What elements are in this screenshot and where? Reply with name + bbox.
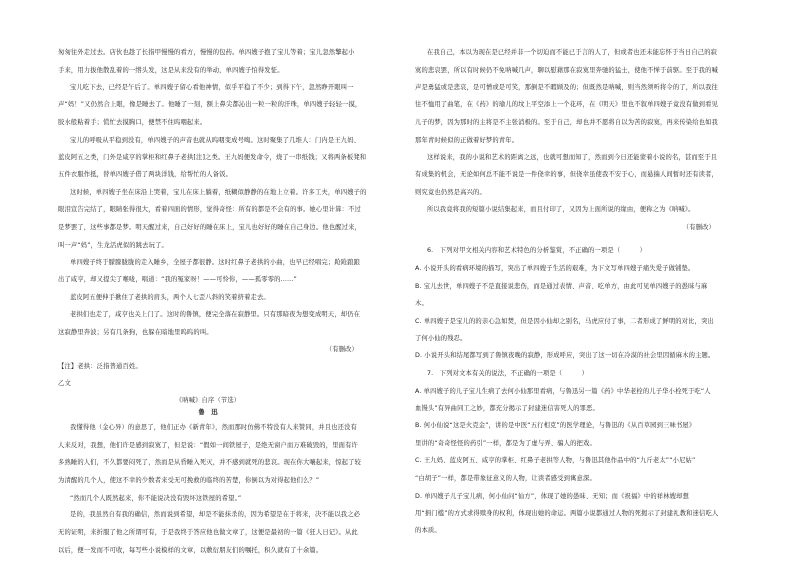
- question-option: B. 何小仙说“这是火克金”，讲的是中医“五行相克”的医学理论，与鲁迅的《从百草园到三味书屋》: [415, 422, 696, 429]
- passage-line: 眼泪宣告完结了，眼睛张得很大，看着四面的情形，觉得奇怪：所有的都是不会有的事。她心里计算：不过: [58, 206, 362, 213]
- passage-line: 为清醒的几个人，使这不幸的少数者来受无可挽救的临终的苦楚，你倒以为对得起他们么？”: [58, 477, 320, 484]
- passage-line: 多熟睡的人们，不久都要闷死了，然而是从昏睡入死灭，并不感到就死的悲哀。现在你大嚷起来，惊起了较: [58, 459, 362, 466]
- work-title: 《呐喊》自序（节选）: [175, 397, 241, 404]
- passage-line: 寞的悲哀罢，所以有时候仍不免呐喊几声，聊以慰藉那在寂寞里奔驰的猛士，使他不惮于前驱。至于我的喊: [415, 67, 719, 74]
- passage-line: 这寂静里奔波；另有几条狗，也躲在暗地里呜呜的叫。: [58, 329, 213, 336]
- question-option: D. 单四嫂子儿子宝儿病，何小仙问“仙方”，体现了她的愚昧、无知；而《祝福》中的祥林嫂却想: [415, 493, 690, 500]
- passage-line: 出了咸亨，却又提尖了喉咙，唱道：“我的冤家呀！——可怜你，——孤零零的……”: [58, 276, 297, 283]
- question-option: 木。: [415, 300, 428, 307]
- question-stem: 7. 下列对文本有关的说法，不正确的一项是（ ）: [427, 370, 589, 377]
- section-label: 乙文: [58, 380, 71, 387]
- question-option: C. 王九妈、蓝皮阿五、咸亨的掌柜、红鼻子老拱等人物，与鲁迅其他作品中的“九斤老太”“小尼姑”: [415, 457, 696, 464]
- passage-line: 这样说来，我的小说和艺术的距离之远，也就可想而知了，然而到今日还能蒙着小说的名，甚而至于且: [427, 154, 718, 161]
- passage-line: 人来反对，我想，他们许是感到寂寞了，但是说：“假如一间铁屋子，是绝无窗户而万难破毁的，里面有许: [58, 442, 358, 449]
- passage-line: 蓝皮阿五之类，门外是咸亨的掌柜和红鼻子老拱[注]之类。王九妈便发命令，烧了一串纸钱；又将两条板凳和: [58, 154, 367, 161]
- question-option: “白胡子”一样，都是带象征意义的人物，让读者感受到寓意深。: [415, 475, 596, 482]
- passage-line: 在我自己，本以为现在是已经并非一个切迫而不能已于言的人了，但或者也还未能忘怀于当日自己的寂: [427, 49, 718, 56]
- passage-line: “然而几个人既然起来，你不能说决没有毁坏这铁屋的希望。”: [70, 495, 242, 502]
- footnote: 【注】老拱：泛指普通百姓。: [58, 363, 142, 370]
- passage-line: 是的，我虽然自有我的确信，然而说到希望，却是不能抹杀的，因为希望是在于将来，决不能以我之必: [70, 511, 361, 518]
- passage-line: 有成集的机会，无论如何总不能不说是一件侥幸的事，但侥幸虽使我不安于心，而悬揣人间暂时还有读者，: [415, 171, 719, 178]
- passage-line: 声“妈！”又仍然合上眼，像是睡去了。他睡了一刻，额上鼻尖都沁出一粒一粒的汗珠，单四嫂子轻轻一摸，: [58, 101, 362, 108]
- passage-line: 蓝皮阿五便伸手揪住了老拱的肩头，两个人七歪八斜的笑着挤着走去。: [70, 294, 270, 301]
- passage-line: 所以我竟将我的短篇小说结集起来，而且付印了，又因为上面所说的缘由，便称之为《呐喊》。: [427, 206, 695, 213]
- passage-line: 那年青时候似的正做着好梦的青年。: [415, 137, 519, 144]
- passage-line: 胶水般粘着手；慌忙去摸胸口，便禁不住呜咽起来。: [58, 119, 207, 126]
- passage-line: 往不恤用了曲笔，在《药》的瑜儿的坟上平空添上一个花环，在《明天》里也不叙单四嫂子竟没有做到看见: [415, 101, 719, 108]
- passage-line: 老拱们也走了，咸亨也关上门了。这时的鲁镇，便完全落在寂静里。只有那暗夜为想变成明天，却仍在: [70, 311, 361, 318]
- passage-line: 我懂得他（金心异）的意思了，他们正办《新青年》，然而那时仿佛不特没有人来赞同，并且也还没有: [70, 424, 357, 431]
- question-option: 的本质。: [415, 527, 441, 534]
- question-option: 了何小仙的残忍。: [415, 335, 467, 342]
- passage-line: 单四嫂子终于朦朦胧胧的走入睡乡，全屋子都很静。这时红鼻子老拱的小曲，也早已经唱完；跄跄踉踉: [70, 259, 361, 266]
- question-option: A. 小说开头的看病环境的描写，突出了单四嫂子生活的艰难，为下文写单四嫂子痛失爱子做铺垫。: [415, 265, 695, 272]
- question-option: 血馒头”有异曲同工之妙，都充分揭示了封建迷信害死人的罪恶。: [415, 405, 599, 412]
- passage-line: 则究竟也仍然是高兴的。: [415, 189, 486, 196]
- question-option: 里讲的“奇奇怪怪的药引”一样，都是为了虚与弄、骗人的把戏。: [415, 440, 596, 447]
- author-name: 鲁 迅: [198, 409, 218, 416]
- passage-line: 无的证明，来折服了他之所谓可有，于是我终于答应他也做文章了，这便是最初的一篇《狂人日记》。从此: [58, 529, 358, 536]
- abridged-note: （有删改）: [325, 346, 358, 353]
- passage-line: 叫一声“妈”，生龙活虎似的跳去玩了。: [58, 242, 168, 249]
- passage-line: 匆匆往外走过去。店伙也趁了长指甲慢慢的看方，慢慢的包药。单四嫂子抱了宝儿等着；宝儿忽然擎起小: [58, 49, 355, 56]
- passage-line: 五件衣服作抵，替单四嫂子借了两块洋钱，给帮忙的人备饭。: [58, 171, 233, 178]
- passage-line: 以后，便一发而不可收，每写些小说模样的文章，以敷衍朋友们的嘱托，积久就有了十余篇。: [58, 547, 323, 554]
- passage-line: 儿子的梦，因为那时的主将是不主张消极的。至于自己，却也并不愿将自以为苦的寂寞，再来传染给也如我: [415, 119, 719, 126]
- question-option: A. 单四嫂子的儿子宝儿生病了去何小仙那里看病，与鲁迅另一篇《药》中华老栓的儿子华小栓死于吃“人: [415, 388, 711, 395]
- passage-line: 声是勇猛或是悲哀，是可憎或是可笑，那倒是不暇顾及的；但既然是呐喊，则当然须听将令的了，所以我往: [415, 84, 719, 91]
- question-option: 用“捐门槛”的方式求得赎身的权利，体现出她的命运。两篇小说都通过人物的死揭示了封建礼教和迷信吃人: [415, 510, 719, 517]
- question-option: D. 小说开头和结尾都写到了鲁镇夜晚的寂静，形成呼应，突出了这一切在冷漠的社会里因循麻木的主题。: [415, 352, 715, 359]
- passage-line: 这时候，单四嫂子坐在床沿上哭着，宝儿在床上躺着，纸糊似静静的在地上立着。许多工夫，单四嫂子的: [70, 189, 367, 196]
- passage-line: 宝儿吃下去，已经是午后了。单四嫂子留心看他神情，似乎平稳了不少；到得下午，忽然睁开眼叫一: [70, 84, 354, 91]
- passage-line: 是梦罢了，这些事都是梦。明天醒过来，自己好好的睡在床上，宝儿也好好的睡在自己身边。他也醒过来，: [58, 224, 362, 231]
- question-option: C. 单四嫂子是宝儿的的亲心急如焚，但是因小仙却之别名，马虎应付了事，二者形成了鲜明的对比，突出: [415, 318, 714, 325]
- question-option: B. 宝儿去世，单四嫂子不是直接说悲伤，而是通过表情、声音、吃单方，由此可见单四嫂子的愚昧与麻: [415, 283, 708, 290]
- passage-line: 宝儿的呼吸从平稳到没有，单四嫂子的声音也就从呜咽变成号啕。这时聚集了几堆人：门内是王九妈、: [70, 137, 361, 144]
- question-stem: 6. 下列对甲文相关内容和艺术特色的分析鉴赏，不正确的一项是（ ）: [427, 247, 647, 254]
- abridged-note: （有删改）: [682, 224, 715, 231]
- passage-line: 手来，用力拔他散乱着的一绺头发，这是从来没有的举动，单四嫂子怕得发怔。: [58, 67, 284, 74]
